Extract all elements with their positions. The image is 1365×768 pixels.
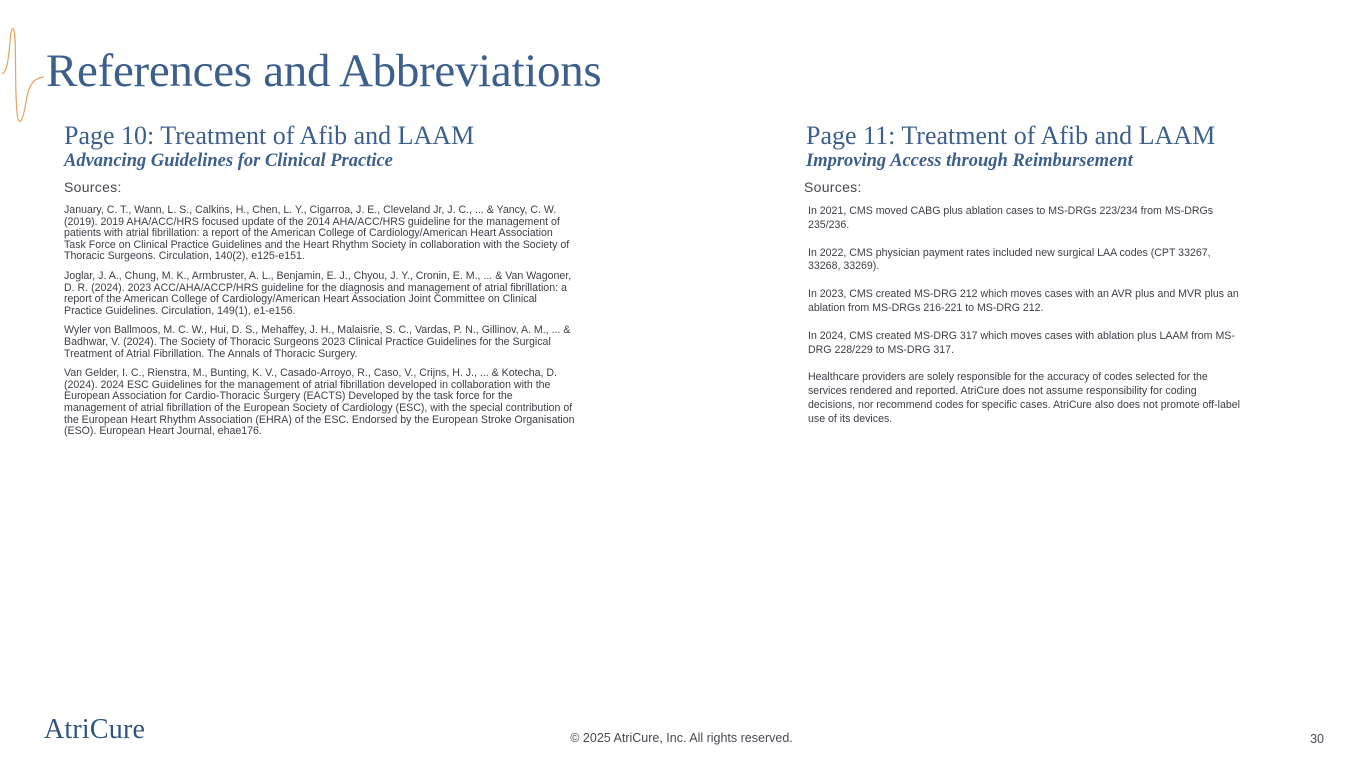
page-10-reference-list xyxy=(64,205,576,438)
note-item: In 2024, CMS created MS-DRG 317 which moves cases with ablation plus LAAM from MS-DRG 228/229 to MS-DRG 317. xyxy=(808,329,1235,356)
note-item: In 2023, CMS created MS-DRG 212 which moves cases with an AVR plus and MVR plus an ablation from MS-DRGs 216-221 to MS-DRG 212. xyxy=(808,288,1239,314)
slide-title: References and Abbreviations xyxy=(46,45,602,97)
page-11-title: Page 11: Treatment of Afib and LAAM xyxy=(806,121,1216,150)
reference-item: Van Gelder, I. C., Rienstra, M., Bunting, K. V., Casado-Arroyo, R., Caso, V., Crijns, H. J., ... & Kotecha, D. (2024). 2024 ESC Guidelines for the management of atrial fibrillation developed in collaboration with the European Association for Cardio-Thoracic Surgery (EACTS) Developed by the task force for the management of atrial fibrillation of the European Society of Cardiology (ESC), with the special contribution of the European Heart Rhythm Association (EHRA) of the ESC. Endorsed by the European Stroke Organisation (ESO). European Heart Journal, ehae176. xyxy=(64,367,575,438)
logo-text: AtriCure xyxy=(44,714,146,745)
copyright-notice xyxy=(0,731,1365,745)
note-item: In 2022, CMS physician payment rates included new surgical LAA codes (CPT 33267, 33268, 33269). xyxy=(808,246,1211,273)
page-11-column xyxy=(806,121,1246,441)
page-10-column xyxy=(64,121,576,446)
page-10-subtitle: Advancing Guidelines for Clinical Practice xyxy=(64,151,393,171)
page-11-note-list xyxy=(808,205,1244,427)
reference-item: Wyler von Ballmoos, M. C. W., Hui, D. S., Mehaffey, J. H., Malaisrie, S. C., Vardas, P. N., Gillinov, A. M., ... & Badhwar, V. (2024). The Society of Thoracic Surgeons 2023 Clinical Practice Guidelines for the Surgical Treatment of Atrial Fibrillation. The Annals of Thoracic Surgery. xyxy=(64,324,571,360)
page-11-subtitle: Improving Access through Reimbursement xyxy=(806,151,1133,171)
page-10-sources-label: Sources: xyxy=(64,179,122,195)
page-11-sources-label: Sources: xyxy=(804,179,862,195)
page-10-title: Page 10: Treatment of Afib and LAAM xyxy=(64,121,475,150)
note-item: Healthcare providers are solely responsible for the accuracy of codes selected for the services rendered and reported. AtriCure does not assume responsibility for coding decisions, nor recommend codes for specific cases. AtriCure also does not promote off-label use of its devices. xyxy=(808,371,1241,425)
page-number: 30 xyxy=(1310,732,1324,746)
wave-decoration xyxy=(0,22,48,128)
reference-item: Joglar, J. A., Chung, M. K., Armbruster, A. L., Benjamin, E. J., Chyou, J. Y., Cronin, E. M., ... & Van Wagoner, D. R. (2024). 2023 ACC/AHA/ACCP/HRS guideline for the diagnosis and management of atrial fibrillation: a report of the American College of Cardiology/American Heart Association Joint Committee on Clinical Practice Guidelines. Circulation, 149(1), e1-e156. xyxy=(64,269,572,317)
reference-item: January, C. T., Wann, L. S., Calkins, H., Chen, L. Y., Cigarroa, J. E., Cleveland Jr, J. C., ... & Yancy, C. W. (2019). 2019 AHA/ACC/HRS focused update of the 2014 AHA/ACC/HRS guideline for the management of patients with atrial fibrillation: a report of the American College of Cardiology/American Heart Association Task Force on Clinical Practice Guidelines and the Heart Rhythm Society in collaboration with the Society of Thoracic Surgeons. Circulation, 140(2), e125-e151. xyxy=(64,204,570,263)
copyright-text: © 2025 AtriCure, Inc. All rights reserved. xyxy=(570,731,793,745)
note-item: In 2021, CMS moved CABG plus ablation cases to MS-DRGs 223/234 from MS-DRGs 235/236. xyxy=(808,205,1214,231)
